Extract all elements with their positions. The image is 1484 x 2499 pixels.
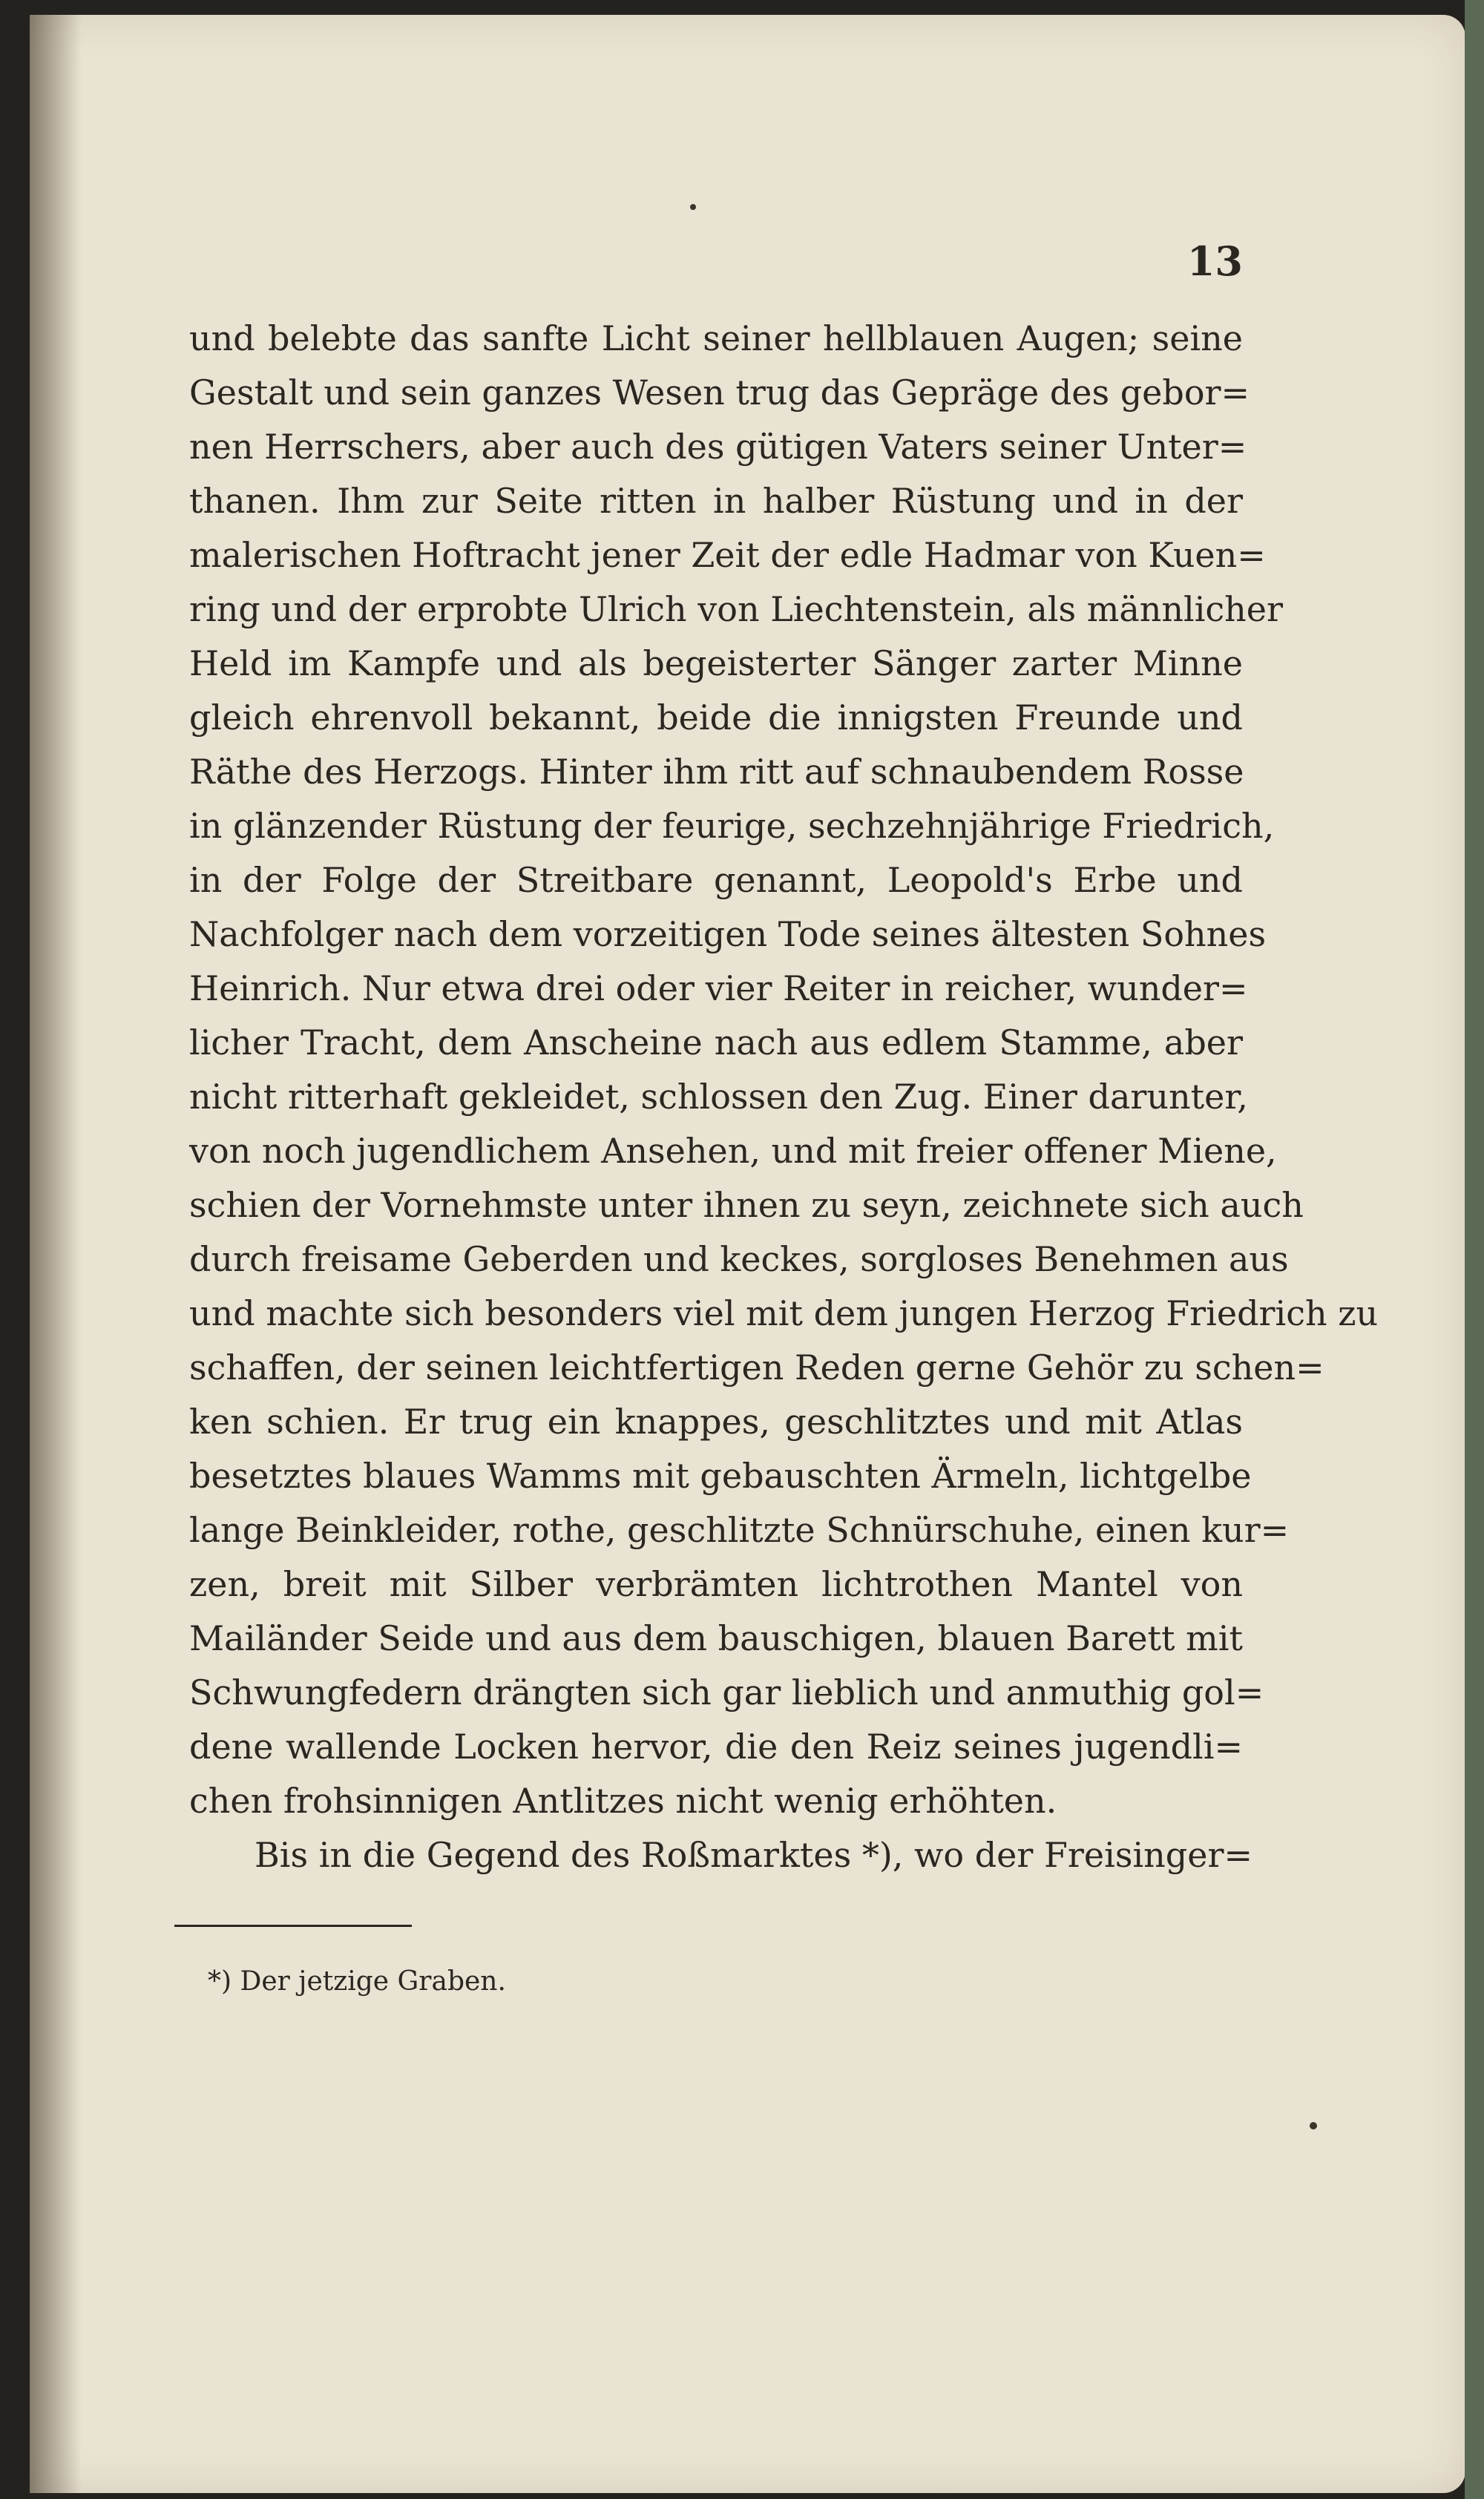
body-text: [189, 312, 1379, 1882]
text-line: zen, breit mit Silber verbrämten lichtrothen Mantel von: [189, 1564, 1243, 1604]
text-line: lange Beinkleider, rothe, geschlitzte Schnürschuhe, einen kur=: [189, 1510, 1290, 1550]
text-line: licher Tracht, dem Anscheine nach aus edlem Stamme, aber: [189, 1022, 1243, 1063]
text-line: von noch jugendlichem Ansehen, und mit freier offener Miene,: [189, 1131, 1277, 1171]
text-line: dene wallende Locken hervor, die den Reiz seines jugendli=: [189, 1727, 1243, 1767]
text-line: Held im Kampfe und als begeisterter Sänger zarter Minne: [189, 643, 1243, 683]
text-line: in glänzender Rüstung der feurige, sechzehnjährige Friedrich,: [189, 806, 1275, 846]
text-line: Nachfolger nach dem vorzeitigen Tode seines ältesten Sohnes: [189, 914, 1267, 954]
text-line: und belebte das sanfte Licht seiner hellblauen Augen; seine: [189, 318, 1243, 358]
page-number: 13: [1186, 237, 1243, 285]
footnote-rule: [174, 1925, 412, 1927]
footnote: *) Der jetzige Graben.: [208, 1966, 506, 1997]
text-line: Bis in die Gegend des Roßmarktes *), wo der Freisinger=: [255, 1835, 1252, 1875]
text-line: in der Folge der Streitbare genannt, Leopold's Erbe und: [189, 860, 1243, 900]
page-gutter: [30, 15, 82, 2493]
text-line: durch freisame Geberden und keckes, sorgloses Benehmen aus: [189, 1239, 1289, 1279]
text-line: nicht ritterhaft gekleidet, schlossen den Zug. Einer darunter,: [189, 1077, 1248, 1117]
text-line: schien der Vornehmste unter ihnen zu seyn, zeichnete sich auch: [189, 1185, 1304, 1225]
paper-speck: [690, 204, 696, 210]
paper-speck: [1310, 2122, 1317, 2129]
text-line: nen Herrschers, aber auch des gütigen Vaters seiner Unter=: [189, 427, 1247, 467]
text-line: und machte sich besonders viel mit dem jungen Herzog Friedrich zu: [189, 1293, 1379, 1333]
text-line: schaffen, der seinen leichtfertigen Reden gerne Gehör zu schen=: [189, 1347, 1324, 1388]
text-line: Mailänder Seide und aus dem bauschigen, blauen Barett mit: [189, 1618, 1243, 1658]
text-line: ring und der erprobte Ulrich von Liechtenstein, als männlicher: [189, 589, 1284, 629]
text-line: ken schien. Er trug ein knappes, geschlitztes und mit Atlas: [189, 1402, 1243, 1442]
text-line: Räthe des Herzogs. Hinter ihm ritt auf schnaubendem Rosse: [189, 752, 1244, 792]
text-line: Gestalt und sein ganzes Wesen trug das Gepräge des gebor=: [189, 372, 1250, 413]
text-line: thanen. Ihm zur Seite ritten in halber Rüstung und in der: [189, 481, 1243, 521]
text-line: chen frohsinnigen Antlitzes nicht wenig erhöhten.: [189, 1781, 1057, 1821]
text-line: gleich ehrenvoll bekannt, beide die innigsten Freunde und: [189, 697, 1243, 738]
book-edge: [1465, 0, 1484, 2499]
text-line: Heinrich. Nur etwa drei oder vier Reiter in reicher, wunder=: [189, 968, 1248, 1008]
text-line: Schwungfedern drängten sich gar lieblich und anmuthig gol=: [189, 1672, 1264, 1712]
text-line: malerischen Hoftracht jener Zeit der edle Hadmar von Kuen=: [189, 535, 1266, 575]
text-line: besetztes blaues Wamms mit gebauschten Ärmeln, lichtgelbe: [189, 1456, 1252, 1496]
